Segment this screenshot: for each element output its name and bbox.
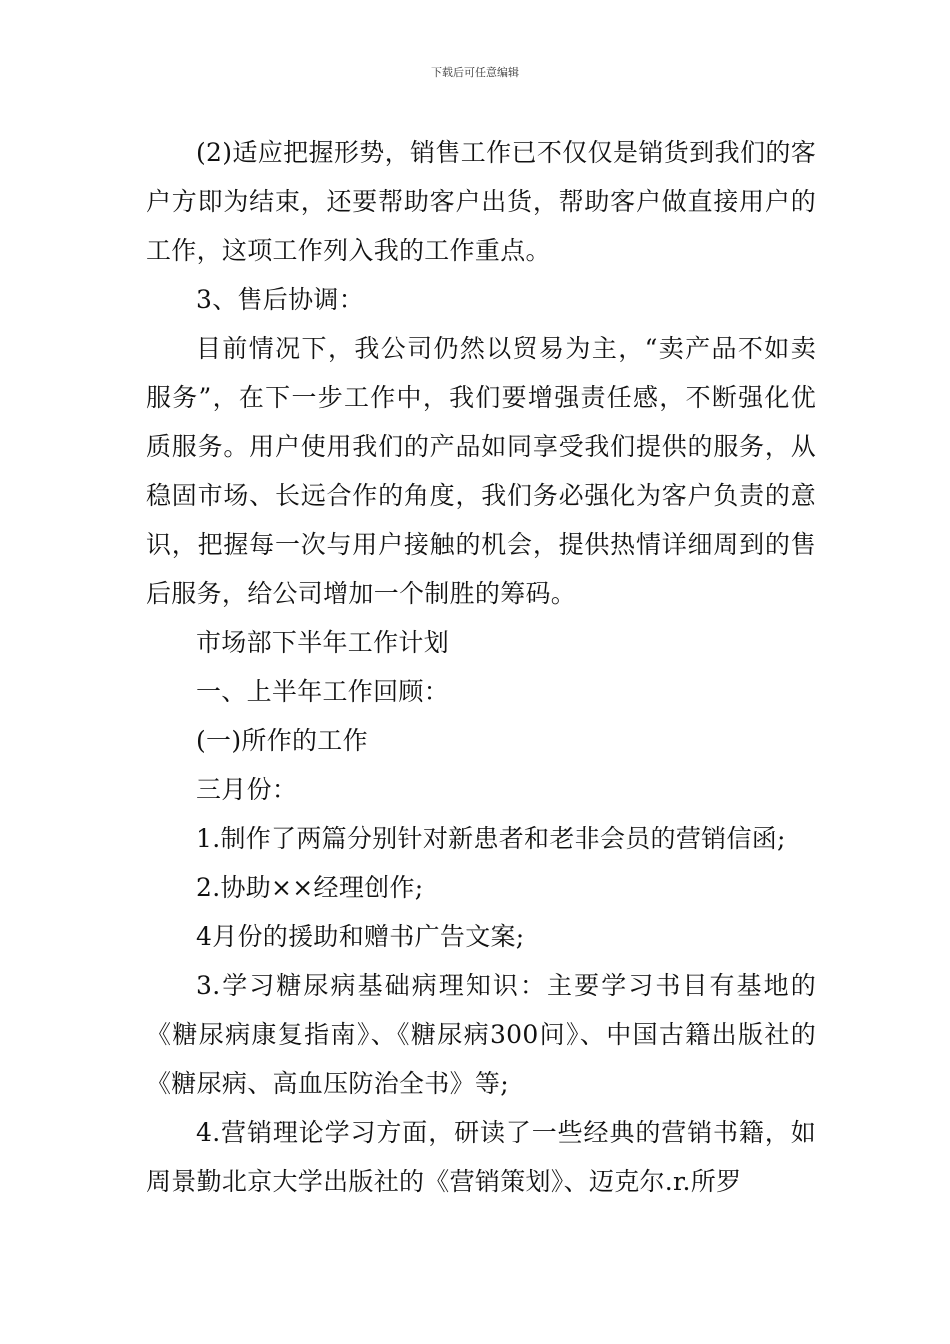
paragraph-adapt-situation: (2)适应把握形势，销售工作已不仅仅是销货到我们的客户方即为结束，还要帮助客户出货，帮助客户做直接用户的工作，这项工作列入我的工作重点。 (146, 138, 816, 265)
document-body (146, 128, 816, 1206)
paragraph-review-heading: 一、上半年工作回顾： (196, 677, 450, 706)
paragraph-plan-title: 市场部下半年工作计划 (196, 628, 450, 657)
page-header: 下载后可任意编辑 (431, 66, 519, 79)
paragraph-after-sales-body: 目前情况下，我公司仍然以贸易为主，“卖产品不如卖服务”，在下一步工作中，我们要增强责任感，不断强化优质服务。用户使用我们的产品如同享受我们提供的服务，从稳固市场、长远合作的角度，我们务必强化为客户负责的意识，把握每一次与用户接触的机会，提供热情详细周到的售后服务，给公司增加一个制胜的筹码。 (146, 334, 816, 608)
list-item-3: 3.学习糖尿病基础病理知识：主要学习书目有基地的《糖尿病康复指南》、《糖尿病300问》、中国古籍出版社的《糖尿病、高血压防治全书》等; (146, 971, 816, 1098)
paragraph-april-ads: 4月份的援助和赠书广告文案; (196, 922, 525, 951)
paragraph-march-heading: 三月份： (196, 775, 298, 804)
list-item-2: 2.协助××经理创作; (196, 873, 424, 902)
list-item-1: 1.制作了两篇分别针对新患者和老非会员的营销信函; (196, 824, 786, 853)
list-item-4: 4.营销理论学习方面，研读了一些经典的营销书籍，如周景勤北京大学出版社的《营销策划》、迈克尔.r.所罗 (146, 1118, 816, 1196)
paragraph-work-done-heading: (一)所作的工作 (196, 726, 368, 755)
paragraph-after-sales-heading: 3、售后协调： (196, 285, 365, 314)
